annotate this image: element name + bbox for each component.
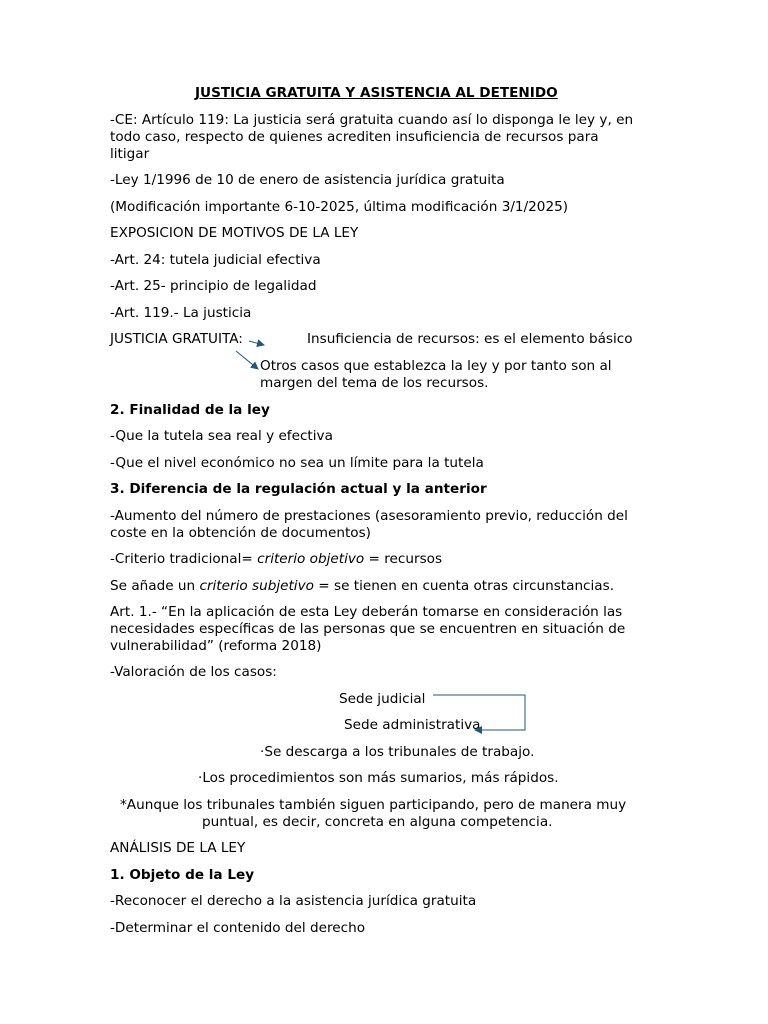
art25-line: -Art. 25- principio de legalidad xyxy=(110,278,317,294)
ce-article-line-2: todo caso, respecto de quienes acrediten insuficiencia de recursos para xyxy=(110,129,599,145)
criterio-post: = recursos xyxy=(364,551,443,567)
finalidad-heading: 2. Finalidad de la ley xyxy=(110,402,270,418)
valoracion-line: -Valoración de los casos: xyxy=(110,664,277,680)
ley-line: -Ley 1/1996 de 10 de enero de asistencia jurídica gratuita xyxy=(110,172,505,188)
arrow-to-insuficiencia-icon xyxy=(249,341,264,345)
criterio-pre: -Criterio tradicional= xyxy=(110,551,258,567)
sede-judicial: Sede judicial xyxy=(339,691,426,707)
analisis-heading: ANÁLISIS DE LA LEY xyxy=(110,840,246,856)
procedimientos-line: ·Los procedimientos son más sumarios, más rápidos. xyxy=(198,770,559,786)
justicia-gratuita-label: JUSTICIA GRATUITA: xyxy=(110,331,243,347)
finalidad-item-2: -Que el nivel económico no sea un límite para la tutela xyxy=(110,455,484,471)
aunque-line-2: puntual, es decir, concreta en alguna competencia. xyxy=(202,814,553,830)
art119-line: -Art. 119.- La justicia xyxy=(110,305,252,321)
anade-pre: Se añade un xyxy=(110,578,200,594)
criterio-objetivo-em: criterio objetivo xyxy=(257,551,365,567)
objeto-item-1: -Reconocer el derecho a la asistencia jurídica gratuita xyxy=(110,893,477,909)
otros-casos-line-2: margen del tema de los recursos. xyxy=(260,375,489,391)
criterio-subjetivo-em: criterio subjetivo xyxy=(199,578,314,594)
exposicion-heading: EXPOSICION DE MOTIVOS DE LA LEY xyxy=(110,225,359,241)
sede-administrativa: Sede administrativa xyxy=(344,717,481,733)
arrow-to-otros-casos-icon xyxy=(236,351,258,369)
art1-line-1: Art. 1.- “En la aplicación de esta Ley deberán tomarse en consideración las xyxy=(110,604,623,620)
otros-casos-line-1: Otros casos que establezca la ley y por tanto son al xyxy=(260,358,612,374)
aumento-line-2: coste en la obtención de documentos) xyxy=(110,525,371,541)
modificacion-line: (Modificación importante 6-10-2025, última modificación 3/1/2025) xyxy=(110,199,569,215)
art1-line-2: necesidades específicas de las personas que se encuentren en situación de xyxy=(110,621,626,637)
descarga-line: ·Se descarga a los tribunales de trabajo. xyxy=(260,744,535,760)
page-title: JUSTICIA GRATUITA Y ASISTENCIA AL DETENIDO xyxy=(195,85,558,101)
ce-article-line-3: litigar xyxy=(110,146,150,162)
finalidad-item-1: -Que la tutela sea real y efectiva xyxy=(110,428,333,444)
objeto-item-2: -Determinar el contenido del derecho xyxy=(110,920,366,936)
ce-article-line-1: -CE: Artículo 119: La justicia será gratuita cuando así lo disponga le ley y, en xyxy=(110,112,634,128)
art24-line: -Art. 24: tutela judicial efectiva xyxy=(110,252,321,268)
diferencia-heading: 3. Diferencia de la regulación actual y la anterior xyxy=(110,481,487,497)
aumento-line-1: -Aumento del número de prestaciones (asesoramiento previo, reducción del xyxy=(110,508,628,524)
aunque-line-1: *Aunque los tribunales también siguen participando, pero de manera muy xyxy=(120,797,627,813)
objeto-heading: 1. Objeto de la Ley xyxy=(110,867,255,883)
bracket-arrow-sede-icon xyxy=(433,695,525,730)
insuficiencia-line: Insuficiencia de recursos: es el elemento básico xyxy=(307,331,633,347)
anade-post: = se tienen en cuenta otras circunstancias. xyxy=(313,578,615,594)
art1-line-3: vulnerabilidad” (reforma 2018) xyxy=(110,638,322,654)
